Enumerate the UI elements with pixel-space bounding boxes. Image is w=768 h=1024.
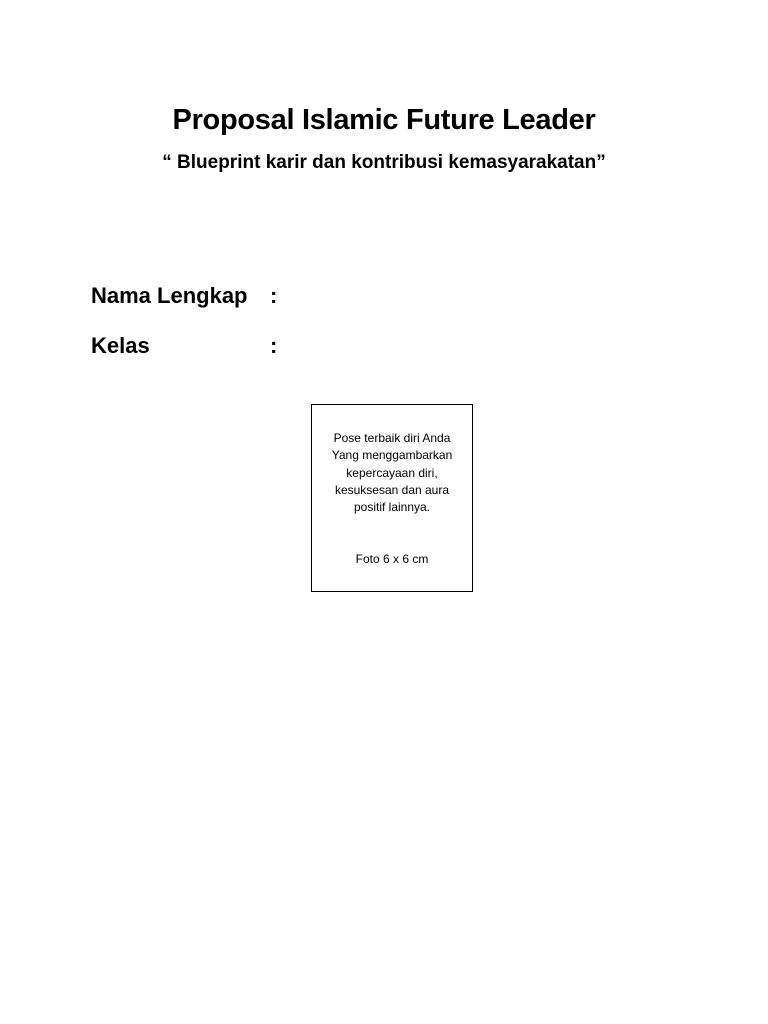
photo-description: Pose terbaik diri Anda Yang menggambarkan kepercayaan diri, kesuksesan dan aura positif lainnya.	[331, 431, 453, 515]
document-subtitle: “ Blueprint karir dan kontribusi kemasyarakatan”	[162, 152, 606, 173]
photo-placeholder-box	[311, 404, 473, 592]
field-separator: :	[270, 333, 278, 358]
photo-size-label: Foto 6 x 6 cm	[355, 552, 429, 566]
field-label: Kelas	[91, 333, 150, 358]
field-separator: :	[270, 283, 278, 308]
document-title: Proposal Islamic Future Leader	[172, 104, 596, 136]
field-label: Nama Lengkap	[91, 283, 248, 308]
